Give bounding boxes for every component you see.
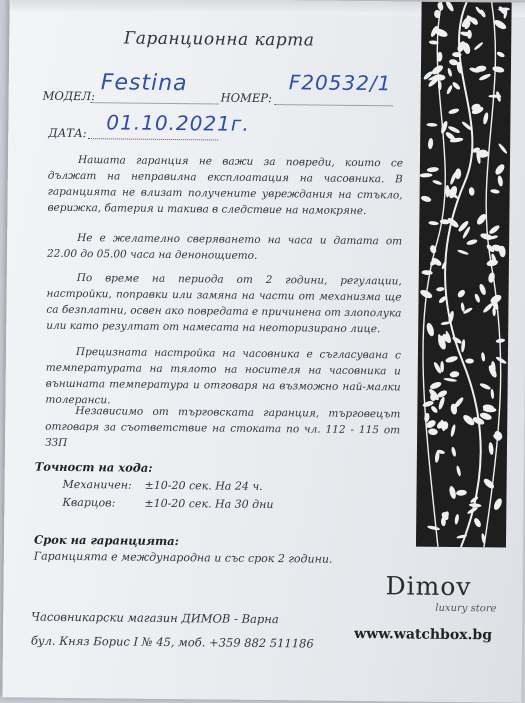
leaf-shape [494, 163, 507, 177]
accuracy-value: ±10-20 сек. На 24 ч. [144, 478, 263, 493]
paragraph-exclusions: Нашата гаранция не важи за повреди, които се дължат на неправилна експлоатация на часовника. В гаранцията не влизат получените увреждания на стъкло, верижка, батерия и такива в следствие на намокряне. [47, 154, 404, 218]
leaf-shape [490, 189, 500, 195]
leaf-shape [432, 179, 443, 185]
leaf-shape [456, 489, 467, 496]
leaf-shape [496, 51, 505, 59]
date-label: ДАТА: [48, 125, 87, 141]
warranty-term-title: Срок на гаранцията: [33, 532, 179, 549]
accuracy-row-quartz [4, 495, 404, 515]
warranty-term-text: Гаранцията е международна и със срок 2 години. [33, 549, 333, 566]
logo-subtitle: luxury store [435, 602, 497, 615]
leaf-shape [456, 465, 462, 476]
leaf-shape [426, 123, 437, 127]
leaf-shape [466, 238, 478, 246]
leaf-shape [497, 175, 504, 187]
date-value: 01.10.2021г. [106, 110, 250, 136]
leaf-shape [425, 322, 435, 337]
leaf-shape [429, 381, 442, 391]
leaf-shape [467, 30, 472, 39]
leaf-pattern-icon [416, 2, 512, 548]
leaf-shape [450, 424, 457, 437]
paragraph-calibration: Прецизната настройка на часовника е съгласувана с температурата на тялото на носителя на часовника и външната температура и отговаря на възможно най-малки толеранси. [45, 346, 402, 407]
leaf-shape [447, 68, 453, 78]
leaf-shape [468, 187, 475, 196]
leaf-shape [445, 185, 449, 197]
leaf-shape [430, 405, 439, 414]
leaf-shape [436, 287, 445, 292]
paragraph-free-repairs: По време на периода от 2 години, регулации, настройки, поправки или замяна на части от механизма ще са безплатни, освен ако повредата е причинена от злополука или като резултат от намесата на неоторизирано лице. [46, 272, 402, 336]
model-label: МОДЕЛ: [42, 88, 96, 104]
leaf-shape [482, 112, 489, 125]
date-underline [88, 138, 218, 140]
leaf-shape [421, 270, 432, 275]
leaf-shape [474, 293, 481, 303]
leaf-shape [478, 283, 487, 296]
leaf-shape [427, 167, 439, 173]
leaf-shape [473, 517, 483, 528]
leaf-shape [498, 143, 509, 155]
leaf-shape [492, 65, 505, 73]
number-value: F20532/1 [288, 70, 392, 96]
leaf-shape [445, 355, 459, 364]
leaf-shape [419, 173, 432, 178]
leaf-shape [444, 2, 455, 13]
number-underline [275, 104, 393, 106]
model-underline [91, 102, 219, 104]
leaf-shape [449, 371, 459, 378]
card-title: Гаранционна карта [123, 28, 315, 51]
leaf-shape [492, 497, 503, 511]
leaf-shape [446, 85, 454, 95]
accuracy-label: Кварцов: [62, 495, 116, 510]
leaf-shape [443, 377, 457, 382]
leaf-shape [420, 195, 432, 203]
leaf-shape [428, 221, 439, 226]
leaf-shape [448, 485, 457, 499]
leaf-shape [428, 428, 438, 435]
model-value: Festina [100, 70, 188, 97]
store-address: бул. Княз Борис I № 45, моб. +359 882 511186 [30, 633, 314, 651]
accuracy-row-mechanical [4, 477, 404, 497]
leaf-shape [457, 249, 469, 256]
leaf-shape [473, 41, 484, 51]
paragraph-legal: Независимо от търговската гаранция, търговецът отговаря за съответствие на стоката по чл. 112 - 115 от ЗЗП [44, 405, 401, 449]
accuracy-value: ±10-20 сек. На 30 дни [144, 496, 274, 512]
leaf-shape [427, 525, 440, 531]
leaf-shape [465, 358, 474, 363]
leaf-shape [461, 339, 466, 353]
leaf-shape [479, 382, 491, 391]
leaf-shape [451, 446, 457, 457]
decorative-leaf-band [416, 2, 512, 548]
leaf-shape [455, 168, 462, 179]
store-name: Часовникарски магазин ДИМОВ - Варна [31, 609, 279, 627]
leaf-shape [488, 224, 501, 235]
leaf-shape [454, 514, 460, 525]
number-label: НОМЕР: [220, 90, 272, 106]
leaf-shape [428, 138, 434, 150]
leaf-shape [488, 442, 494, 455]
leaf-shape [481, 352, 486, 362]
leaf-shape [456, 289, 466, 299]
accuracy-label: Механичен: [62, 477, 132, 492]
dimov-logo-icon: Dimov [385, 571, 472, 602]
accuracy-title: Точност на хода: [34, 459, 153, 475]
leaf-shape [451, 81, 461, 91]
leaf-shape [486, 259, 498, 267]
leaf-shape [490, 389, 494, 399]
leaf-shape [478, 73, 491, 82]
store-website: www.watchbox.bg [354, 625, 493, 644]
paragraph-time-setting: Не е желателно сверяването на часа и датата от 22.00 до 05.00 часа на денонощието. [46, 232, 403, 262]
warranty-card [2, 0, 525, 703]
leaf-shape [448, 108, 460, 115]
leaf-shape [460, 302, 465, 312]
